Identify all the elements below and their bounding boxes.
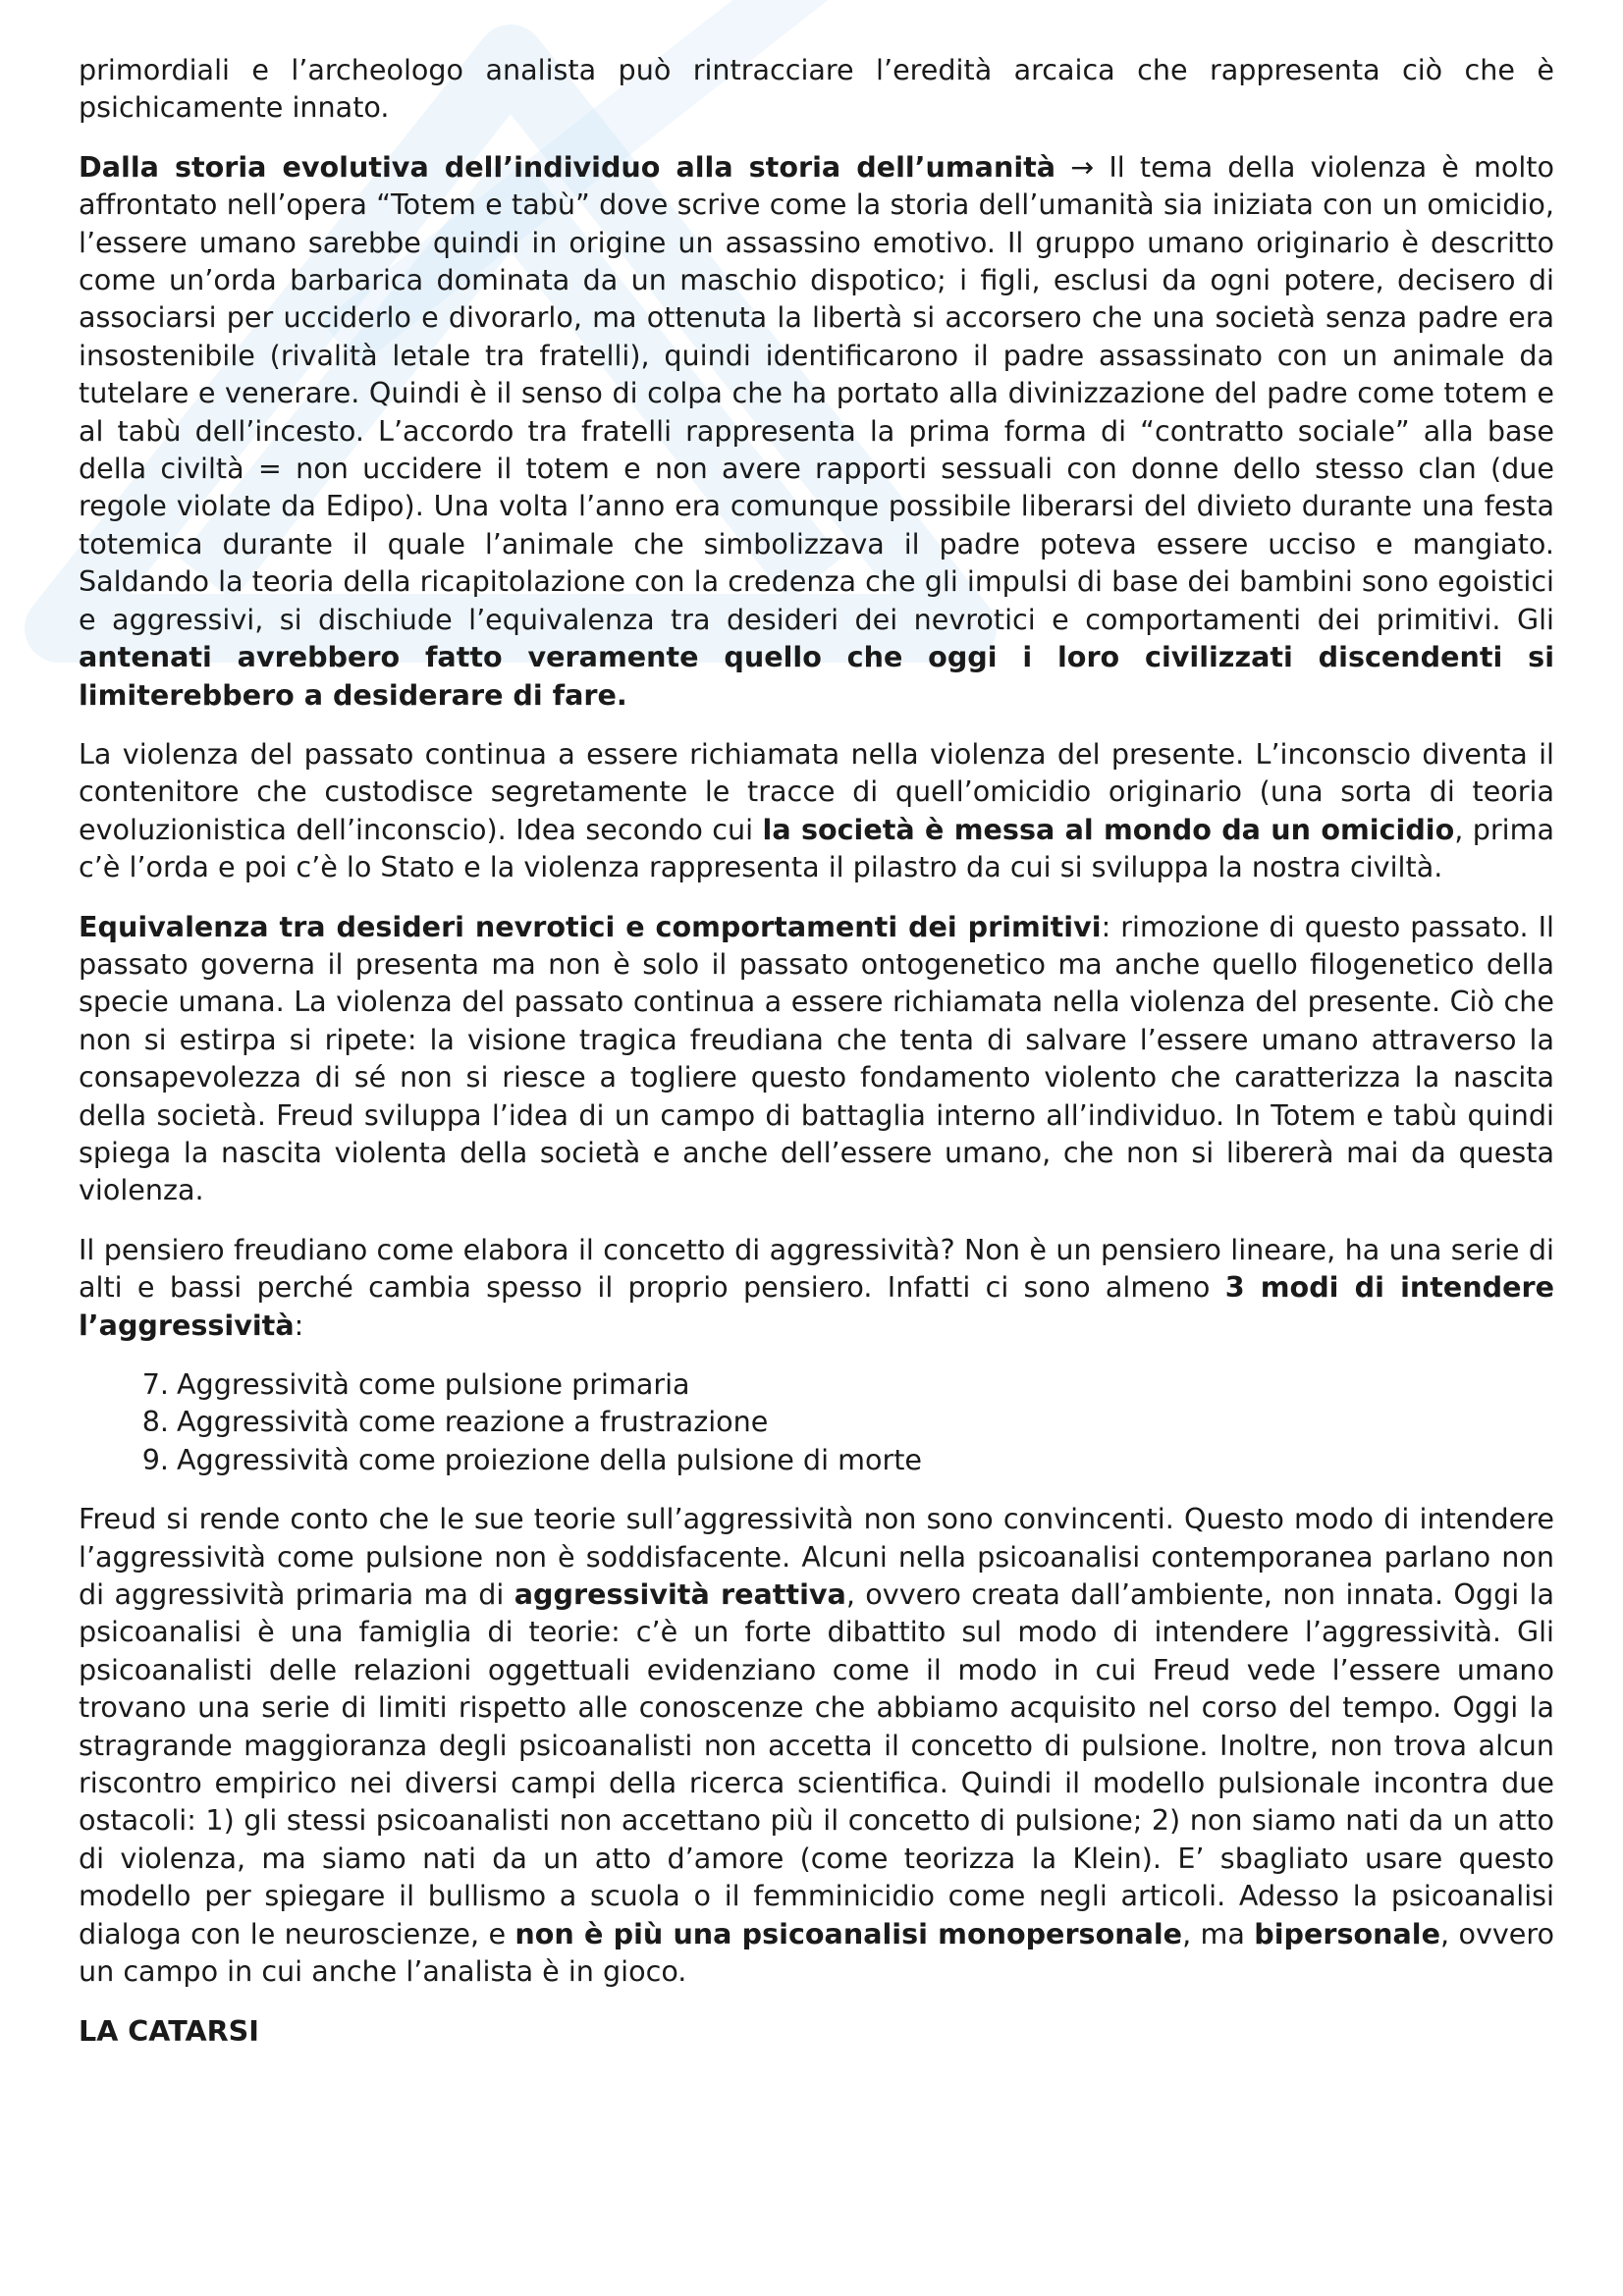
paragraph-text: La violenza del passato continua a essere richiamata nella violenza del presente. L’inconscio diventa il contenitore che custodisce segretamente le tracce di quell’omicidio originario (una sorta di teoria evoluzionistica dell’inconscio). Idea secondo cui <box>79 736 1554 846</box>
aggressivita-list <box>79 1365 1554 1478</box>
bold-phrase: 3 modi di intendere l’aggressività <box>79 1270 1555 1342</box>
paragraph-text: : rimozione di questo passato. Il passato governa il presenta ma non è solo il passato ontogenetico ma anche quello filogenetico della specie umana. La violenza del passato continua a essere richiamata nella violenza del presente. Ciò che non si estirpa si ripete: la visione tragica freudiana che tenta di salvare l’essere umano attraverso la consapevolezza di sé non si riesce a togliere questo fondamento violento che caratterizza la nascita della società. Freud sviluppa l’idea di un campo di battaglia interno all’individuo. In Totem e tabù quindi spiega la nascita violenta della società e anche dell’essere umano, che non si libererà mai da questa violenza. <box>79 909 1555 1207</box>
bold-phrase: bipersonale <box>1254 1916 1440 1950</box>
paragraph-text: , prima c’è l’orda e poi c’è lo Stato e la violenza rappresenta il pilastro da cui si sviluppa la nostra civiltà. <box>79 812 1555 884</box>
paragraph-intro: primordiali e l’archeologo analista può rintracciare l’eredità arcaica che rappresenta ciò che è psichicamente innato. <box>79 53 1554 125</box>
bold-phrase: non è più una psicoanalisi monopersonale <box>514 1916 1183 1950</box>
list-item <box>141 1441 1554 1478</box>
paragraph-text: → Il tema della violenza è molto affrontato nell’opera “Totem e tabù” dove scrive come la storia dell’umanità sia iniziata con un omicidio, l’essere umano sarebbe quindi in origine un assassino emotivo. Il gruppo umano originario è descritto come un’orda barbarica dominata da un maschio dispotico; i figli, esclusi da ogni potere, decisero di associarsi per ucciderlo e divorarlo, ma ottenuta la libertà si accorsero che una società senza padre era insostenibile (rivalità letale tra fratelli), quindi identificarono il padre assassinato con un animale da tutelare e venerare. Quindi è il senso di colpa che ha portato alla divinizzazione del padre come totem e al tabù dell’incesto. L’accordo tra fratelli rappresenta la prima forma di “contratto sociale” alla base della civiltà = non uccidere il totem e non avere rapporti sessuali con donne dello stesso clan (due regole violate da Edipo). Una volta l’anno era comunque possibile liberarsi del divieto durante una festa totemica durante il quale l’animale che simbolizzava il padre poteva essere ucciso e mangiato. Saldando la teoria della ricapitolazione con la credenza che gli impulsi di base dei bambini sono egoistici e aggressivi, si dischiude l’equivalenza tra desideri dei nevrotici e comportamenti dei primitivi. Gli <box>79 149 1555 636</box>
bold-phrase: aggressività reattiva <box>514 1577 846 1612</box>
paragraph-equivalenza <box>79 908 1554 1209</box>
document-page <box>79 51 1554 2050</box>
paragraph-text: Il pensiero freudiano come elabora il concetto di aggressività? Non è un pensiero lineare, ha una serie di alti e bassi perché cambia spesso il proprio pensiero. Infatti ci sono almeno <box>79 1232 1554 1305</box>
paragraph-freud-teorie <box>79 1500 1554 1990</box>
list-item-label: Aggressività come pulsione primaria <box>177 1367 690 1401</box>
paragraph-text: , ovvero creata dall’ambiente, non innata. Oggi la psicoanalisi è una famiglia di teorie: c’è un forte dibattito sul modo di intendere l’aggressività. Gli psicoanalisti delle relazioni oggettuali evidenziano come il modo in cui Freud vede l’essere umano trovano una serie di limiti rispetto alle conoscenze che abbiamo acquisito nel corso del tempo. Oggi la stragrande maggioranza degli psicoanalisti non accetta il concetto di pulsione. Inoltre, non trova alcun riscontro empirico nei diversi campi della ricerca scientifica. Quindi il modello pulsionale incontra due ostacoli: 1) gli stessi psicoanalisti non accettano più il concetto di pulsione; 2) non siamo nati da un atto di violenza, ma siamo nati da un atto d’amore (come teorizza la Klein). E’ sbagliato usare questo modello per spiegare il bullismo a scuola o il femminicidio come negli articoli. Adesso la psicoanalisi dialoga con le neuroscienze, e <box>79 1577 1554 1950</box>
paragraph-pensiero-freudiano <box>79 1231 1554 1344</box>
list-item <box>141 1403 1554 1440</box>
section-heading-catarsi: LA CATARSI <box>79 2013 259 2048</box>
paragraph-text: : <box>294 1308 304 1342</box>
bold-phrase: Dalla storia evolutiva dell’individuo alla storia dell’umanità <box>79 149 1056 184</box>
list-number: 9. <box>141 1442 169 1476</box>
list-number: 8. <box>141 1405 169 1439</box>
bold-phrase: la società è messa al mondo da un omicidio <box>762 812 1455 846</box>
bold-phrase: Equivalenza tra desideri nevrotici e comportamenti dei primitivi <box>79 909 1102 943</box>
paragraph-text: , ma <box>1182 1916 1255 1950</box>
paragraph-text: Freud si rende conto che le sue teorie sull’aggressività non sono convincenti. Questo modo di intendere l’aggressività come pulsione non è soddisfacente. Alcuni nella psicoanalisi contemporanea parlano non di aggressività primaria ma di <box>79 1502 1554 1612</box>
paragraph-storia-umanita <box>79 148 1554 714</box>
list-item-label: Aggressività come reazione a frustrazione <box>177 1405 769 1439</box>
list-item-label: Aggressività come proiezione della pulsione di morte <box>177 1442 923 1476</box>
bold-phrase: antenati avrebbero fatto veramente quello che oggi i loro civilizzati discendenti si limiterebbero a desiderare di fare. <box>79 640 1554 712</box>
paragraph-violenza-passato <box>79 735 1554 886</box>
list-number: 7. <box>141 1367 169 1401</box>
paragraph-text: , ovvero un campo in cui anche l’analista è in gioco. <box>79 1916 1554 1989</box>
list-item <box>141 1365 1554 1403</box>
